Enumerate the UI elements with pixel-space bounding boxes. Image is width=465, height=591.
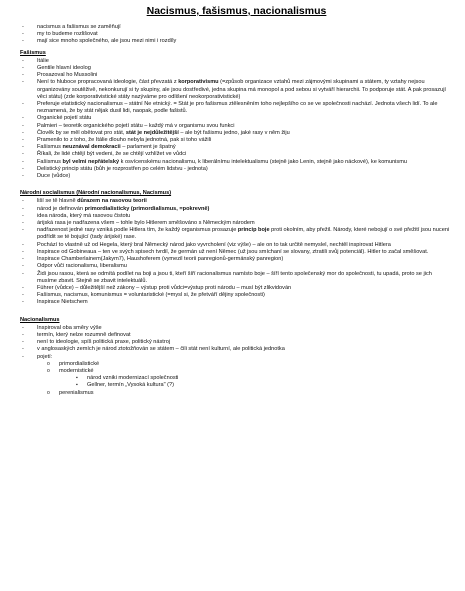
sublist-item-label: primordialistické	[59, 360, 100, 367]
list-item	[20, 137, 453, 144]
text-span: Inspirace od Gobineaua – ten ve svých spisech tvrdil, že germán už není Němec (už jsou smíchaní se slovany, ztratili svůj potenciál). Hitler to začal směšovat.	[37, 248, 429, 255]
list-item	[20, 65, 453, 72]
list-item	[20, 173, 453, 180]
sublist-item	[37, 361, 453, 368]
bold-text: byl velmi nepřátelský	[62, 158, 120, 165]
sublist-item-label: perenialismus	[59, 389, 94, 396]
text-span: liší se tě hlavně	[37, 198, 78, 205]
list-item	[20, 79, 453, 101]
subsublist-item: ▪ národ vzniki modernizací společnosti	[59, 375, 453, 382]
text-span: Židi jsou rasou, která se odmítá podílet na boji a jsou ti, kteří šíří racionalismus namísto boje – šíří tento společenský mor do společnosti, tu upadá, proto se jich musíme zbavit. Stejně se zbavit intelektuálů.	[37, 270, 432, 284]
list-item	[20, 198, 453, 205]
bold-text: princip boje	[237, 227, 270, 234]
list-item	[20, 220, 453, 227]
nacionalismus-list	[20, 325, 453, 397]
text-span: Organické pojetí státu	[37, 115, 92, 122]
text-span: Odpor vůči racionalismu, liberalismu	[37, 263, 127, 270]
list-item: - mají sice mnoho společného, ale jsou mezi nimi i rozdíly	[20, 38, 453, 45]
text-span: Není to hluboce propracovaná ideologie, část převzatá z	[37, 79, 179, 86]
text-span: Gentile hlavní ideolog	[37, 65, 91, 72]
text-span: Führer (vůdce) – důležitější než zákony – výstup proti vůdci=výstup proti národu – musí být zlikvidován	[37, 284, 292, 291]
list-item	[20, 58, 453, 65]
fasismus-list	[20, 58, 453, 180]
section-heading-fasismus: Fašismus	[20, 49, 46, 56]
list-item: - my to budeme rozlišovat	[20, 31, 453, 38]
text-span: Fašismus, nacismus, komunismus = voluntaristické (=mysl si, že přetváří dějiny společnosti)	[37, 292, 265, 299]
text-span: Inspirace Chamberlainem(Jakym7), Haushoferem (vymezil teorii panregionů-germánský panregion)	[37, 256, 284, 263]
text-span: Říkali, že lidé chtějí být vedeni, že se chtějí vzhlížet ve vůdci	[37, 151, 187, 158]
list-item	[20, 354, 453, 397]
text-span: nadřazenost jedné rasy vzniká podle Hitlera tím, že každý organismus prosazuje	[37, 227, 238, 234]
list-item: - Inspiroval oba směry výše	[20, 325, 453, 332]
list-item	[20, 249, 453, 256]
page-title: Nacismus, fašismus, nacionalismus	[146, 5, 327, 17]
list-item	[20, 263, 453, 270]
bold-text: důrazem na rasovou teorii	[77, 198, 147, 205]
list-item	[20, 213, 453, 220]
list-item	[20, 151, 453, 158]
bold-text: primordialisticky (primordialismus, =pokrevně)	[84, 205, 210, 212]
list-item	[20, 166, 453, 173]
text-span: Duce (vůdce)	[37, 173, 71, 180]
subsublist	[59, 375, 453, 389]
intro-list	[20, 24, 453, 46]
list-item	[20, 206, 453, 213]
sublist	[37, 361, 453, 397]
text-span: (=způsob organizace vztahů mezi zájmovými skupinami a státem, ty vztahy nejsou organizovány soutěživě, nekonkurují si ty skupiny, ale jsou dostředivé, jedna skupina má monopol a pod sebou si vytváří hierarchii. To podporuje stát. A pak prosazují věci státu) (zde korporativistické státy nazýváme pro odlišení neokorporativistické)	[37, 79, 446, 100]
list-item	[20, 227, 453, 241]
text-span: – ale být fašismu jedno, jaké rasy v něm žiju	[178, 129, 290, 136]
text-span: Člověk by se měl obětovat pro stát,	[37, 129, 126, 136]
list-item: - není to ideologie, spíš politická praxe, politický nástroj	[20, 339, 453, 346]
sublist-item	[37, 368, 453, 390]
list-item-label: pojetí:	[37, 353, 53, 360]
list-item: - v anglosaských zemích je národ ztotožňován se státem – čili stát není kulturní, ale politická jednotka	[20, 346, 453, 353]
sublist-item	[37, 390, 453, 397]
section-heading-nacionalismus: Nacionalismus	[20, 316, 60, 323]
text-span: Fašismus	[37, 158, 63, 165]
text-span: Delistický princip státu (bůh je rozprostřen po celém lidstvu - jednota)	[37, 165, 208, 172]
list-item: - termín, který nelze rozumně definovat	[20, 332, 453, 339]
text-span: Pochází to vlastně už od Hegela, který bral Německý národ jako vyvrcholení (viz výše) – ale on to tak určitě nemyslel, nechtěl inspirovat Hitlera	[37, 241, 391, 248]
text-span: Prosazoval ho Mussolini	[37, 72, 98, 79]
text-span: Fašismus	[37, 144, 63, 151]
list-item	[20, 159, 453, 166]
list-item	[20, 101, 453, 115]
text-span: idea národa, který má rasovou čistotu	[37, 212, 131, 219]
text-span: Preferuje etatistický nacionalismus – státní Ne etnický. = Stát je pro fašismus ztělesněním toho nejlepšího co se ve společnosti nachází. Jednota všech lidí. To ale neznamená, že by stát nějak dusil lidi, naopak, podle fašistů.	[37, 101, 438, 115]
text-span: Itálie	[37, 57, 49, 64]
text-span: Palmieri – teoretik organického pojetí státu – každý má v organismu svou funkci	[37, 122, 235, 129]
list-item	[20, 115, 453, 122]
text-span: k osvícenskému nacionalismu, k liberálnímu intelektualismu (stejně jako Lenin, stejně jako náckové), ke komunismu	[119, 158, 407, 165]
text-span: národ je definován	[37, 205, 85, 212]
list-item	[20, 271, 453, 285]
bold-text: stát je nejdůležitější	[125, 129, 179, 136]
nacismus-list	[20, 198, 453, 306]
list-item	[20, 292, 453, 299]
sublist-item-label: modernistické	[59, 367, 94, 374]
bold-text: neuznával demokracii	[62, 144, 121, 151]
text-span: Inspirace Nietschem	[37, 299, 88, 306]
text-span: proti okolním, aby přežil. Národy, které nebojují o své přežití jsou nuceni podřídit se té bojující (tady árijské) rase.	[37, 227, 450, 241]
section-heading-nacismus: Národní socialismus (Národní nacionalismus, Nacismus)	[20, 190, 172, 197]
bold-text: korporativismu	[178, 79, 219, 86]
list-item: - nacismus a fašismus se zaměňují	[20, 24, 453, 31]
subsublist-item: ▪ Gellner, termín „Vysoká kultura" (?)	[59, 382, 453, 389]
list-item	[20, 123, 453, 130]
text-span: árijská rasa je nadřazena všem – tohle bylo Hitlerem směšováno s Německým národem	[37, 220, 255, 227]
list-item	[20, 285, 453, 292]
list-item	[20, 130, 453, 137]
list-item	[20, 299, 453, 306]
list-item	[20, 242, 453, 249]
text-span: – parlament je špatný	[120, 144, 176, 151]
text-span: Pramenilo to z toho, že Itálie dlouho nebyla jednotná, pak si toho vážili	[37, 137, 212, 144]
